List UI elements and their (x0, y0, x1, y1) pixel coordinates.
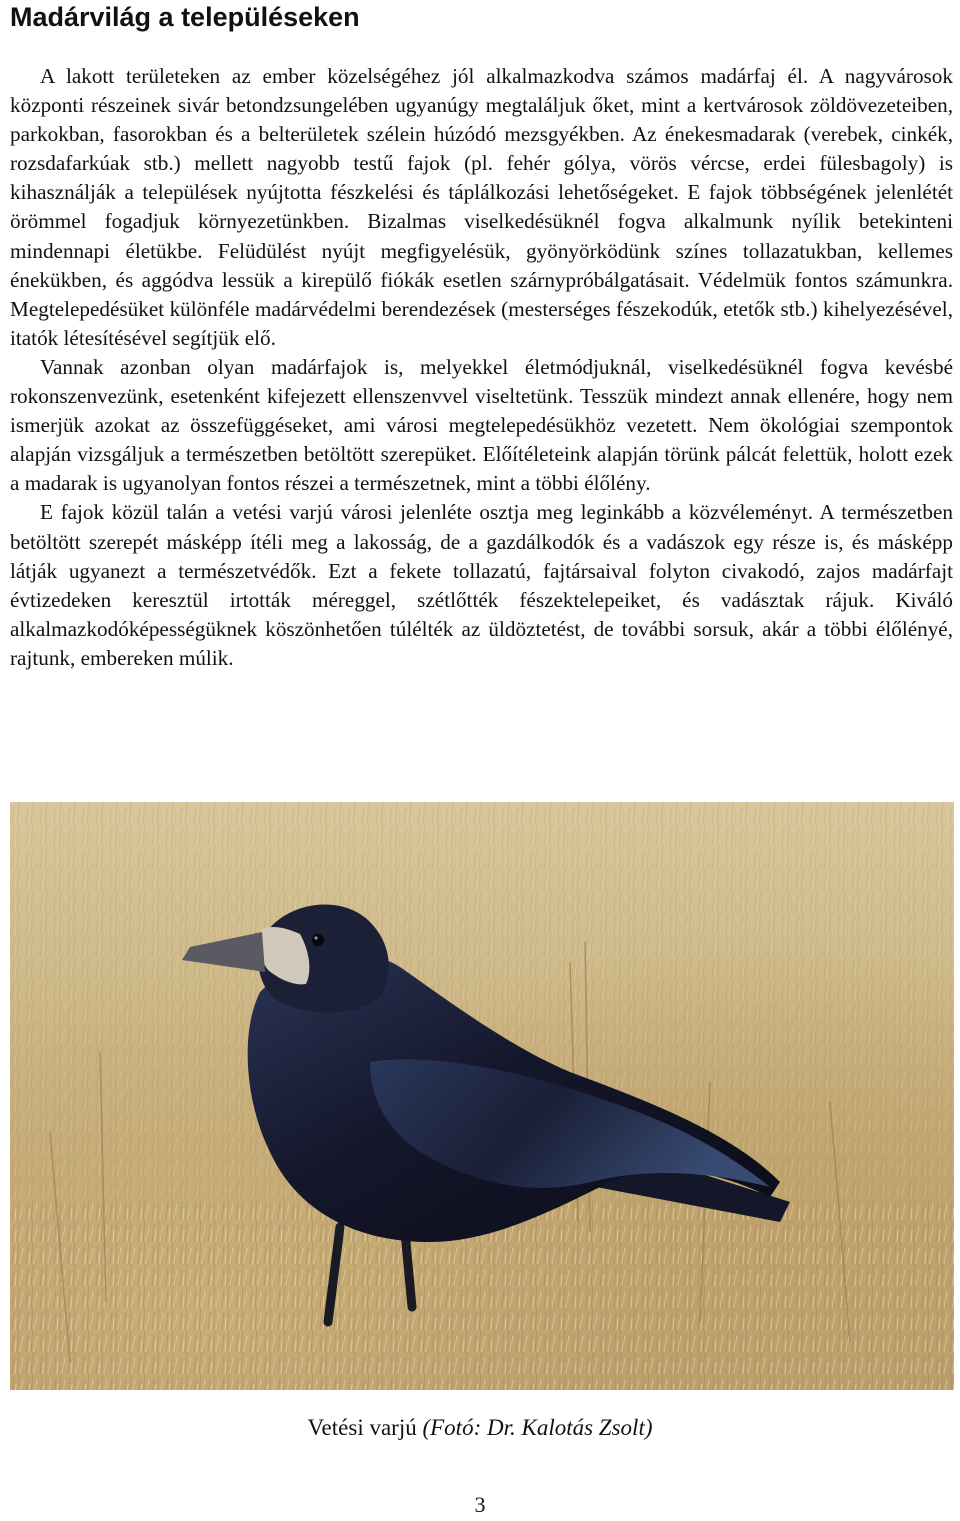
article-body (10, 62, 953, 673)
page-number: 3 (474, 1492, 486, 1517)
photo-caption (0, 1413, 960, 1443)
caption-text: Vetési varjú (307, 1415, 417, 1440)
rook-eye (312, 934, 324, 946)
page-title: Madárvilág a településeken (10, 2, 360, 32)
paragraph: Vannak azonban olyan madárfajok is, melyekkel életmódjuknál, viselkedésüknél fogva kevésbé rokonszenvezünk, esetenként kifejezett ellenszenvvel viseltetünk. Tesszük mindezt annak ellenére, hogy nem ismerjük azokat az összefüggéseket, ami városi megtelepedésükhöz vezetett. Nem ökológiai szempontok alapján vizsgáljuk a természetben betöltött szerepüket. Előítéleteink alapján törünk pálcát felettük, holott ezek a madarak is ugyanolyan fontos részei a természetnek, mint a többi élőlény. (10, 354, 953, 496)
paragraph: A lakott területeken az ember közelségéhez jól alkalmazkodva számos madárfaj él. A nagyvárosok központi részeinek sivár betondzsungelében ugyanúgy megtaláljuk őket, mint a kertvárosok zöldövezeteiben, parkokban, fasorokban és a belterületek szélein húzódó mezsgyékben. Az énekesmadarak (verebek, cinkék, rozsdafarkúak stb.) mellett nagyobb testű fajok (pl. fehér gólya, vörös vércse, erdei fülesbagoly) is kihasználják a települések nyújtotta fészkelési és táplálkozási lehetőségeket. E fajok többségének jelenlétét örömmel fogadjuk környezetünkben. Bizalmas viselkedésüknél fogva alkalmunk nyílik betekinteni mindennapi életükbe. Felüdülést nyújt megfigyelésük, gyönyörködünk színes tollazatukban, kellemes énekükben, és aggódva lessük a kirepülő fiókák esetlen szárnypróbálgatásait. Védelmük fontos számunkra. Megtelepedésüket különféle madárvédelmi berendezések (mesterséges fészekodúk, etetők stb.) kihelyezésével, itatók létesítésével segítjük elő. (10, 64, 953, 350)
rook-illustration (10, 802, 954, 1390)
rook-photo (10, 802, 954, 1390)
caption-credit: (Fotó: Dr. Kalotás Zsolt) (422, 1415, 653, 1440)
paragraph: E fajok közül talán a vetési varjú városi jelenléte osztja meg leginkább a közvéleményt. A természetben betöltött szerepét másképp ítéli meg a lakosság, de a gazdálkodók és a vadászok egy része is, és másképp látják ugyanezt a természetvédők. Ezt a fekete tollazatú, fajtársaival folyton civakodó, zajos madárfajt évtizedeken keresztül irtották méreggel, szétlőtték fészektelepeiket, és vadásztak rájuk. Kiváló alkalmazkodóképességüknek köszönhetően túlélték az üldöztetést, de további sorsuk, akár a többi élőlényé, rajtunk, embereken múlik. (10, 500, 953, 670)
